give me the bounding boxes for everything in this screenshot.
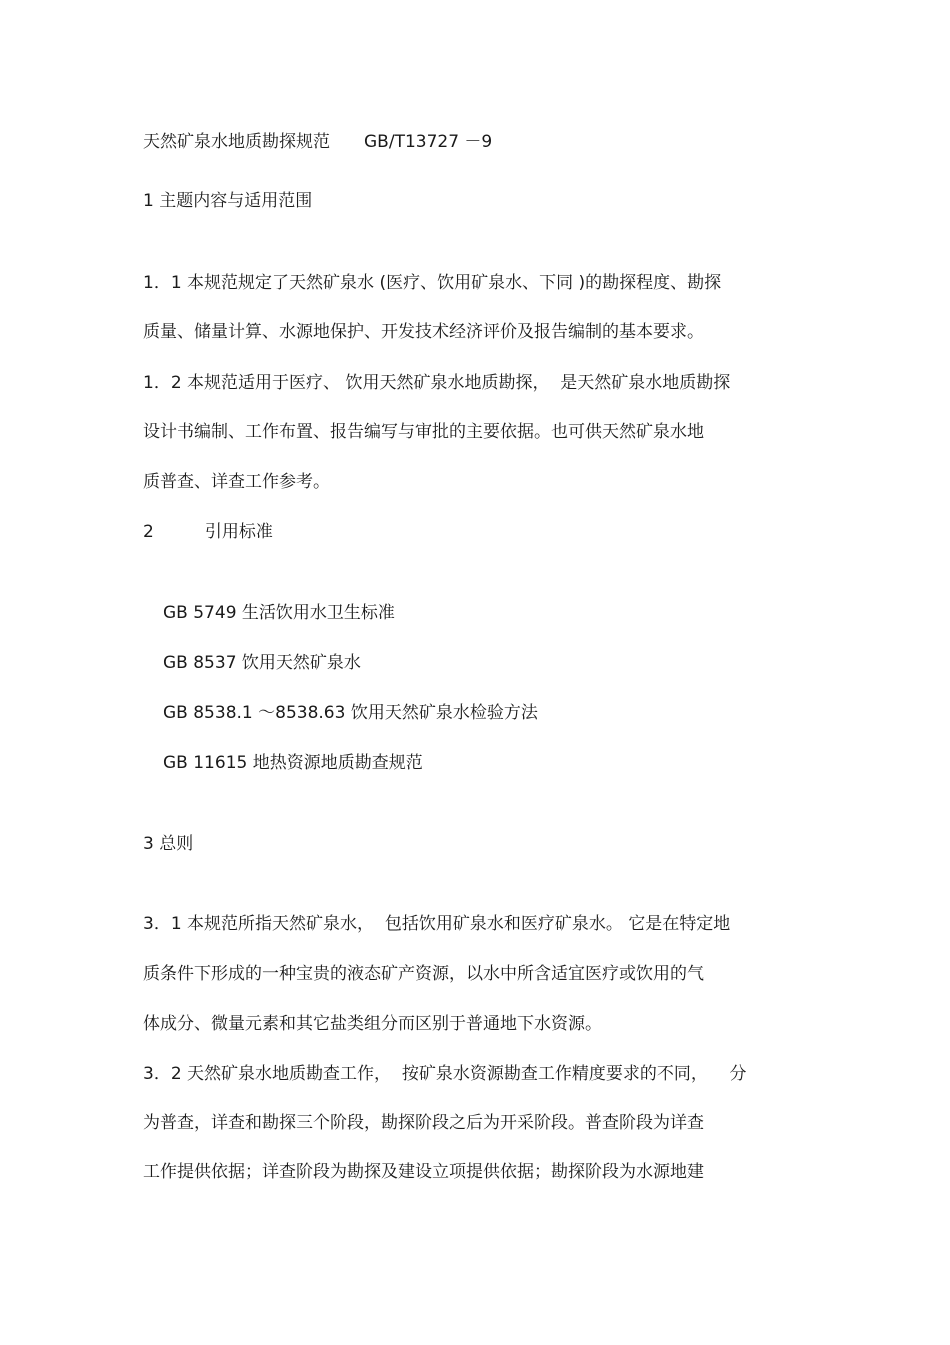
clause-3-1-line-1: 3．1 本规范所指天然矿泉水， 包括饮用矿泉水和医疗矿泉水。 它是在特定地	[143, 914, 731, 934]
section-1-heading: 1 主题内容与适用范围	[143, 191, 313, 211]
clause-3-2-line-1: 3．2 天然矿泉水地质勘查工作， 按矿泉水资源勘查工作精度要求的不同， 分	[143, 1064, 747, 1084]
clause-1-2-line-1: 1．2 本规范适用于医疗、 饮用天然矿泉水地质勘探， 是天然矿泉水地质勘探	[143, 373, 731, 393]
clause-3-1-line-2: 质条件下形成的一种宝贵的液态矿产资源，以水中所含适宜医疗或饮用的气	[143, 964, 704, 984]
clause-1-2-line-3: 质普查、详查工作参考。	[143, 472, 330, 492]
clause-3-1-line-3: 体成分、微量元素和其它盐类组分而区别于普通地下水资源。	[143, 1014, 602, 1034]
section-2-heading: 2 引用标准	[143, 522, 273, 542]
clause-1-1-line-1: 1．1 本规范规定了天然矿泉水 (医疗、饮用矿泉水、下同 )的勘探程度、勘探	[143, 273, 722, 293]
reference-item: GB 5749 生活饮用水卫生标准	[163, 603, 395, 623]
clause-3-2-line-2: 为普查，详查和勘探三个阶段，勘探阶段之后为开采阶段。普查阶段为详查	[143, 1113, 704, 1133]
section-3-heading: 3 总则	[143, 834, 194, 854]
reference-item: GB 8538.1 ～8538.63 饮用天然矿泉水检验方法	[163, 703, 538, 723]
clause-3-2-line-3: 工作提供依据；详查阶段为勘探及建设立项提供依据；勘探阶段为水源地建	[143, 1162, 704, 1182]
reference-item: GB 8537 饮用天然矿泉水	[163, 653, 361, 673]
document-title: 天然矿泉水地质勘探规范 GB/T13727 －9	[143, 132, 493, 152]
clause-1-1-line-2: 质量、储量计算、水源地保护、开发技术经济评价及报告编制的基本要求。	[143, 322, 704, 342]
clause-1-2-line-2: 设计书编制、工作布置、报告编写与审批的主要依据。也可供天然矿泉水地	[143, 422, 704, 442]
reference-item: GB 11615 地热资源地质勘查规范	[163, 753, 423, 773]
